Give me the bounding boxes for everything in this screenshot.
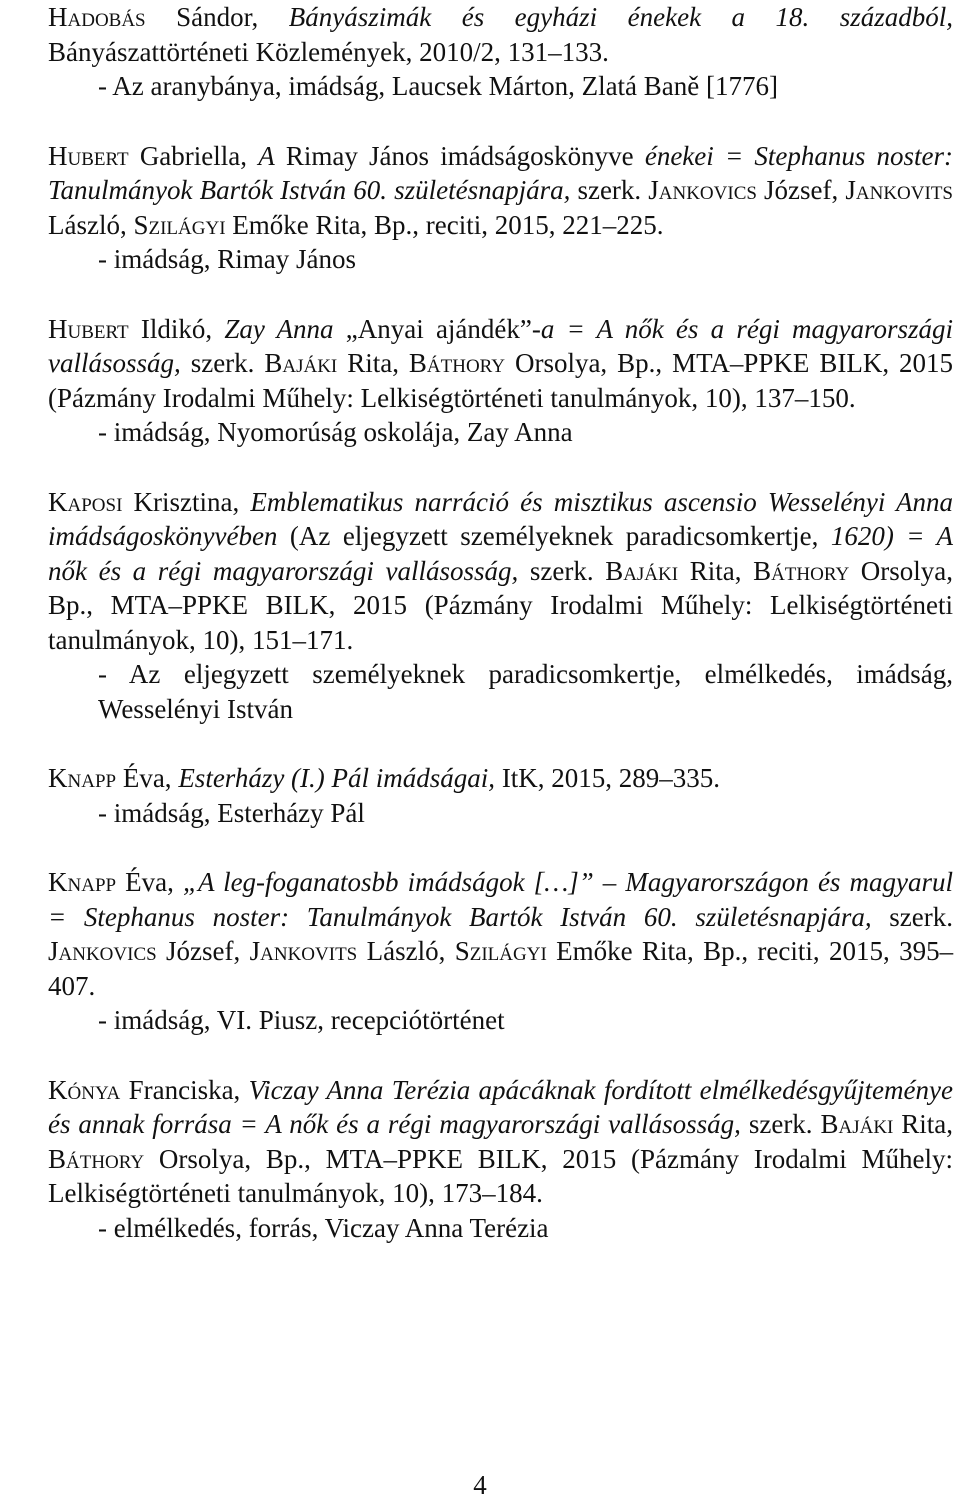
entry-publication: Bp., reciti, 2015, 395–407. <box>48 936 954 1001</box>
editor-surname: Báthory <box>408 348 506 378</box>
entry-title-plain: Pál <box>331 763 370 793</box>
page-number: 4 <box>473 1470 487 1500</box>
author-forename: Sándor, <box>176 2 259 32</box>
editor-surname: Bajáki <box>605 555 679 586</box>
editor-forename: László, <box>48 209 127 240</box>
editor-surname: Szilágyi <box>133 209 226 240</box>
editor-forename: Emőke Rita, <box>232 209 368 240</box>
bibliography-entry <box>48 1073 953 1246</box>
editor-forename: Rita, <box>689 555 742 586</box>
entry-title-cont: 1620) = A nők és a régi magyarországi vallásosság, <box>48 521 954 586</box>
entry-title: Zay Anna <box>224 313 334 344</box>
author-surname: Kaposi <box>48 486 123 517</box>
entry-title: Emblematikus narráció és misztikus ascensio Wesselényi Anna imádságoskönyvében <box>48 486 954 551</box>
entry-title-cont: imádságai, <box>375 763 496 793</box>
bibliography-entry <box>48 485 953 727</box>
entry-body <box>48 867 953 1001</box>
entry-keywords: - imádság, Esterházy Pál <box>98 797 365 828</box>
editor-forename: László, <box>366 936 446 966</box>
editor-forename: Orsolya, <box>158 1143 252 1174</box>
entry-title-plain: „Anyai ajándék” <box>345 313 532 344</box>
entry-title: Viczay Anna Terézia apácáknak fordított elmélkedésgyűjteménye és annak forrása = A nők és a régi magyarországi vallásosság, <box>48 1074 953 1139</box>
bibliography-entry <box>48 312 953 450</box>
editor-surname: Jankovits <box>845 175 953 205</box>
author-forename: Gabriella, <box>139 140 248 171</box>
editor-surname: Bajáki <box>820 1109 894 1139</box>
entry-keywords: - elmélkedés, forrás, Viczay Anna Terézia <box>98 1212 549 1243</box>
editor-surname: Bajáki <box>264 348 338 378</box>
entry-publication: Bányászattörténeti Közlemények, 2010/2, 131–133. <box>48 36 609 67</box>
editor-forename: Rita, <box>901 1109 954 1139</box>
entry-keywords: - imádság, Nyomorúság oskolája, Zay Anna <box>98 417 573 447</box>
editor-forename: Rita, <box>347 348 399 378</box>
author-surname: Knapp <box>48 763 117 793</box>
editor-surname: Báthory <box>48 1143 145 1174</box>
bibliography-entry <box>48 139 953 277</box>
entry-publication: Bp., reciti, 2015, 221–225. <box>374 209 664 240</box>
entry-title-cont: énekei = Stephanus noster: Tanulmányok Bartók István 60. születésnapjára, <box>48 140 953 205</box>
author-surname: Hubert <box>48 313 129 344</box>
editors-prefix: szerk. <box>529 555 594 586</box>
editor-forename: József, <box>166 936 241 966</box>
entry-title: Esterházy (I.) <box>178 763 325 793</box>
entry-body <box>48 2 953 67</box>
author-surname: Knapp <box>48 867 117 897</box>
editor-forename: Emőke Rita, <box>556 936 694 966</box>
editor-surname: Jankovics <box>48 936 157 966</box>
entry-keywords: - imádság, Rimay János <box>98 244 356 274</box>
entry-publication: Bp., MTA–PPKE BILK, 2015 (Pázmány Irodalmi Műhely: Lelkiségtörténeti tanulmányok, 10), 137–150. <box>48 348 954 413</box>
entry-body <box>48 1075 953 1209</box>
editor-forename: József, <box>764 175 839 205</box>
editor-surname: Báthory <box>753 555 850 586</box>
entry-publication: Bp., MTA–PPKE BILK, 2015 (Pázmány Irodalmi Műhely: Lelkiségtörténeti tanulmányok, 10), 151–171. <box>48 590 953 655</box>
entry-title: A <box>258 140 275 171</box>
author-forename: Ildikó, <box>140 313 213 344</box>
entry-publication: Bp., MTA–PPKE BILK, 2015 (Pázmány Irodalmi Műhely: Lelkiségtörténeti tanulmányok, 10), 173–184. <box>48 1143 953 1208</box>
entry-title-plain: Rimay János imádságoskönyve <box>285 140 634 171</box>
editors-prefix: szerk. <box>889 901 953 932</box>
entry-keywords: - Az eljegyzett személyeknek paradicsomkertje, elmélkedés, imádság, Wesselényi István <box>98 659 953 724</box>
entry-title: Bányászimák és egyházi énekek a 18. századból, <box>288 2 954 32</box>
author-forename: Franciska, <box>128 1074 241 1105</box>
author-surname: Hubert <box>48 140 129 171</box>
entry-title-plain: (Az eljegyzett személyeknek paradicsomkertje, <box>289 521 819 551</box>
entry-body <box>48 487 953 655</box>
bibliography-entry <box>48 865 953 1038</box>
bibliography-entry <box>48 761 953 830</box>
entry-keywords: - imádság, VI. Piusz, recepciótörténet <box>98 1005 505 1035</box>
editor-forename: Orsolya, <box>860 555 954 586</box>
editors-prefix: szerk. <box>577 175 642 205</box>
editor-surname: Jankovits <box>249 936 358 966</box>
bibliography-entry <box>48 0 953 104</box>
author-forename: Krisztina, <box>133 486 240 517</box>
editor-surname: Szilágyi <box>454 936 547 966</box>
entry-title-cont: -a = A nők és a régi magyarországi vallásosság, <box>48 313 954 378</box>
entry-body <box>48 141 953 240</box>
editors-prefix: szerk. <box>190 348 255 378</box>
author-forename: Éva, <box>125 867 174 897</box>
bibliography-page <box>48 0 953 1245</box>
entry-body <box>48 314 953 413</box>
editor-forename: Orsolya, <box>514 348 608 378</box>
entry-publication: ItK, 2015, 289–335. <box>501 763 721 793</box>
editor-surname: Jankovics <box>648 175 757 205</box>
entry-title: „A leg-foganatosbb imádságok […]” – Magyarországon és magyarul = Stephanus noster: Tanulmányok Bartók István 60. születésnapjára, <box>48 867 954 932</box>
author-surname: Kónya <box>48 1074 121 1105</box>
entry-keywords: - Az aranybánya, imádság, Laucsek Márton, Zlatá Baně [1776] <box>98 71 778 101</box>
author-forename: Éva, <box>122 763 172 793</box>
entry-body <box>48 763 720 793</box>
author-surname: Hadobás <box>48 2 146 32</box>
editors-prefix: szerk. <box>748 1109 813 1139</box>
